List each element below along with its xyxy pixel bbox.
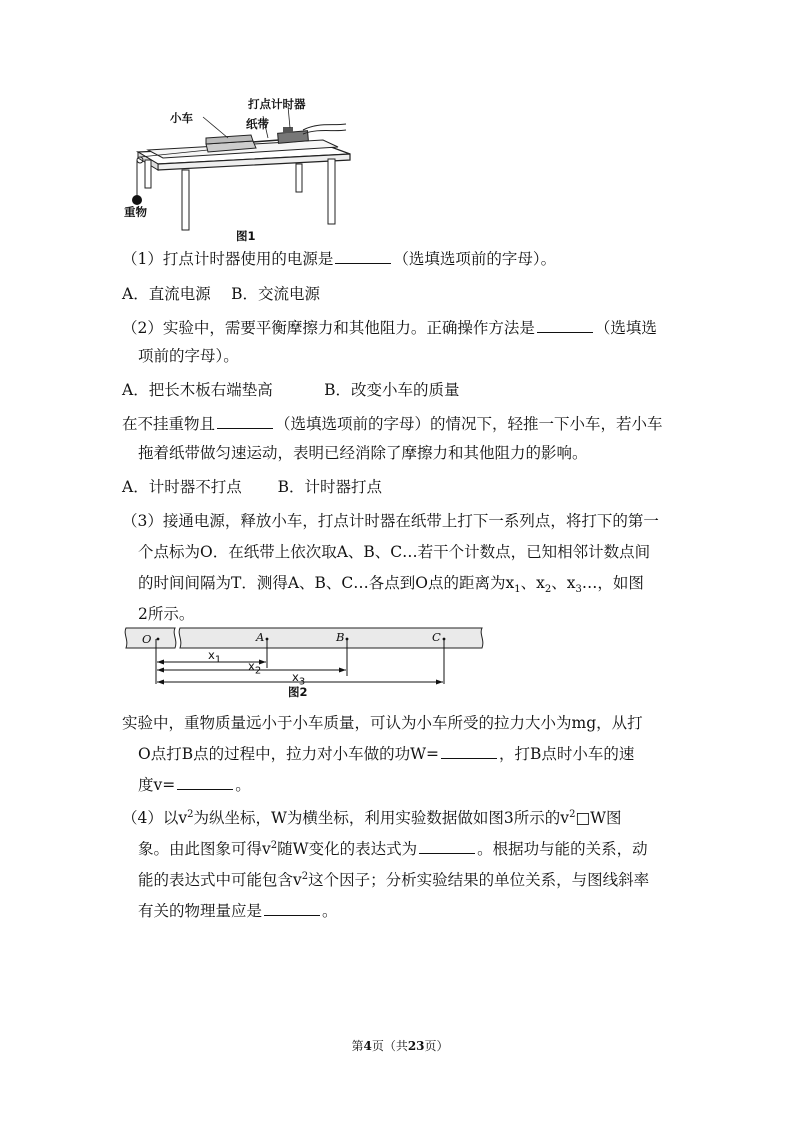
- q4-l1-a: （4）以v: [122, 809, 188, 827]
- q3-line3-b: …，如图: [581, 574, 644, 592]
- figure-1: [118, 92, 368, 242]
- q2-line3-b: （选填选项前的字母）的情况下，轻推一下小车，若小车: [275, 415, 663, 433]
- q2-line2: 项前的字母）。: [138, 347, 239, 365]
- page-footer: [0, 1037, 800, 1054]
- label-x3: [292, 670, 306, 688]
- figure-1-caption: 图1: [236, 229, 256, 243]
- figure-2: [120, 624, 490, 702]
- q1-options: A．直流电源 B．交流电源: [122, 285, 321, 303]
- point-o: O: [142, 632, 152, 646]
- q4-l3-a: 能的表达式中可能包含v: [138, 871, 302, 889]
- table-illustration: [118, 92, 368, 242]
- q3b-line2-b: ，打B点时小车的速: [499, 745, 635, 763]
- label-x2: [248, 659, 262, 677]
- subscript: 3: [575, 584, 582, 596]
- footer-a: 第: [351, 1039, 364, 1053]
- point-b: B: [336, 630, 345, 644]
- q3b-line3-a: 度v=: [138, 776, 176, 794]
- superscript: 2: [270, 839, 278, 851]
- q2-line3: [122, 413, 663, 435]
- footer-b: 页（共: [371, 1039, 408, 1053]
- q3-line3: [138, 572, 644, 594]
- subscript: 2: [544, 584, 552, 596]
- answer-blank[interactable]: [441, 743, 497, 759]
- superscript: 2: [301, 870, 309, 882]
- q3-line1: （3）接通电源，释放小车，打点计时器在纸带上打下一系列点，将打下的第一: [122, 512, 659, 530]
- q3b-line2: [138, 743, 634, 765]
- footer-c: 页）: [424, 1039, 449, 1053]
- q1-line: [122, 248, 556, 270]
- x3-letter: x: [292, 670, 299, 684]
- q4-l2-c: 。根据功与能的关系，动: [477, 840, 648, 858]
- label-tape: 纸带: [246, 117, 269, 131]
- q2-line1-b: （选填选: [594, 319, 657, 337]
- x2-letter: x: [248, 659, 255, 673]
- point-c: C: [432, 630, 441, 644]
- q2-line1-a: （2）实验中，需要平衡摩擦力和其他阻力。正确操作方法是: [122, 319, 535, 337]
- q3-line2: 个点标为O．在纸带上依次取A、B、C…若干个计数点，已知相邻计数点间: [138, 543, 651, 561]
- answer-blank[interactable]: [335, 248, 391, 264]
- q2-options2: A．计时器不打点 B．计时器打点: [122, 478, 383, 496]
- label-x1: [208, 648, 222, 666]
- point-a: A: [256, 630, 265, 644]
- x2-subscript: 2: [254, 665, 262, 677]
- figure-2-caption: 图2: [288, 685, 308, 699]
- answer-blank[interactable]: [419, 838, 475, 854]
- q2-options1: A．把长木板右端垫高 B．改变小车的质量: [122, 381, 460, 399]
- superscript: 2: [187, 808, 194, 820]
- x1-letter: x: [208, 648, 215, 662]
- answer-blank[interactable]: [537, 317, 593, 333]
- separator: 、x: [520, 574, 545, 592]
- page-number: 4: [363, 1039, 372, 1053]
- q3-line4: 2所示。: [138, 605, 195, 623]
- answer-blank[interactable]: [217, 413, 273, 429]
- q4-line3: [138, 869, 649, 891]
- q4-l2-b: 随W变化的表达式为: [277, 840, 418, 858]
- q2-line4: 拖着纸带做匀速运动，表明已经消除了摩擦力和其他阻力的影响。: [138, 444, 588, 462]
- q3b-line3-b: 。: [235, 776, 251, 794]
- label-timer: 打点计时器: [248, 97, 306, 111]
- q4-l1-c: □W图: [575, 809, 622, 827]
- x3-subscript: 3: [298, 676, 306, 688]
- q3b-line2-a: O点打B点的过程中，拉力对小车做的功W=: [138, 745, 440, 763]
- q4-line1: [122, 807, 622, 829]
- subscript: 1: [514, 584, 521, 596]
- page-total: 23: [407, 1039, 425, 1053]
- superscript: 2: [569, 808, 576, 820]
- label-cart: 小车: [170, 111, 193, 125]
- q3b-line3: [138, 774, 251, 796]
- q4-line4: [138, 900, 338, 922]
- label-weight: 重物: [124, 205, 147, 219]
- q1-text-a: （1）打点计时器使用的电源是: [122, 250, 334, 268]
- q2-line3-a: 在不挂重物且: [122, 415, 216, 433]
- answer-blank[interactable]: [177, 774, 233, 790]
- q3-line3-a: 的时间间隔为T．测得A、B、C…各点到O点的距离为x: [138, 574, 515, 592]
- x1-subscript: 1: [214, 654, 222, 666]
- q4-l2-a: 象。由此图象可得v: [138, 840, 271, 858]
- q4-l4-b: 。: [322, 902, 338, 920]
- q2-line1: [122, 317, 657, 339]
- q4-l3-b: 这个因子；分析实验结果的单位关系，与图线斜率: [308, 871, 650, 889]
- separator: 、x: [551, 574, 576, 592]
- q4-l4-a: 有关的物理量应是: [138, 902, 263, 920]
- q1-text-b: （选填选项前的字母）。: [393, 250, 557, 268]
- q3b-line1: 实验中，重物质量远小于小车质量，可认为小车所受的拉力大小为mg，从打: [122, 714, 643, 732]
- q4-line2: [138, 838, 648, 860]
- answer-blank[interactable]: [264, 900, 320, 916]
- q4-l1-b: 为纵坐标，W为横坐标，利用实验数据做如图3所示的v: [193, 809, 570, 827]
